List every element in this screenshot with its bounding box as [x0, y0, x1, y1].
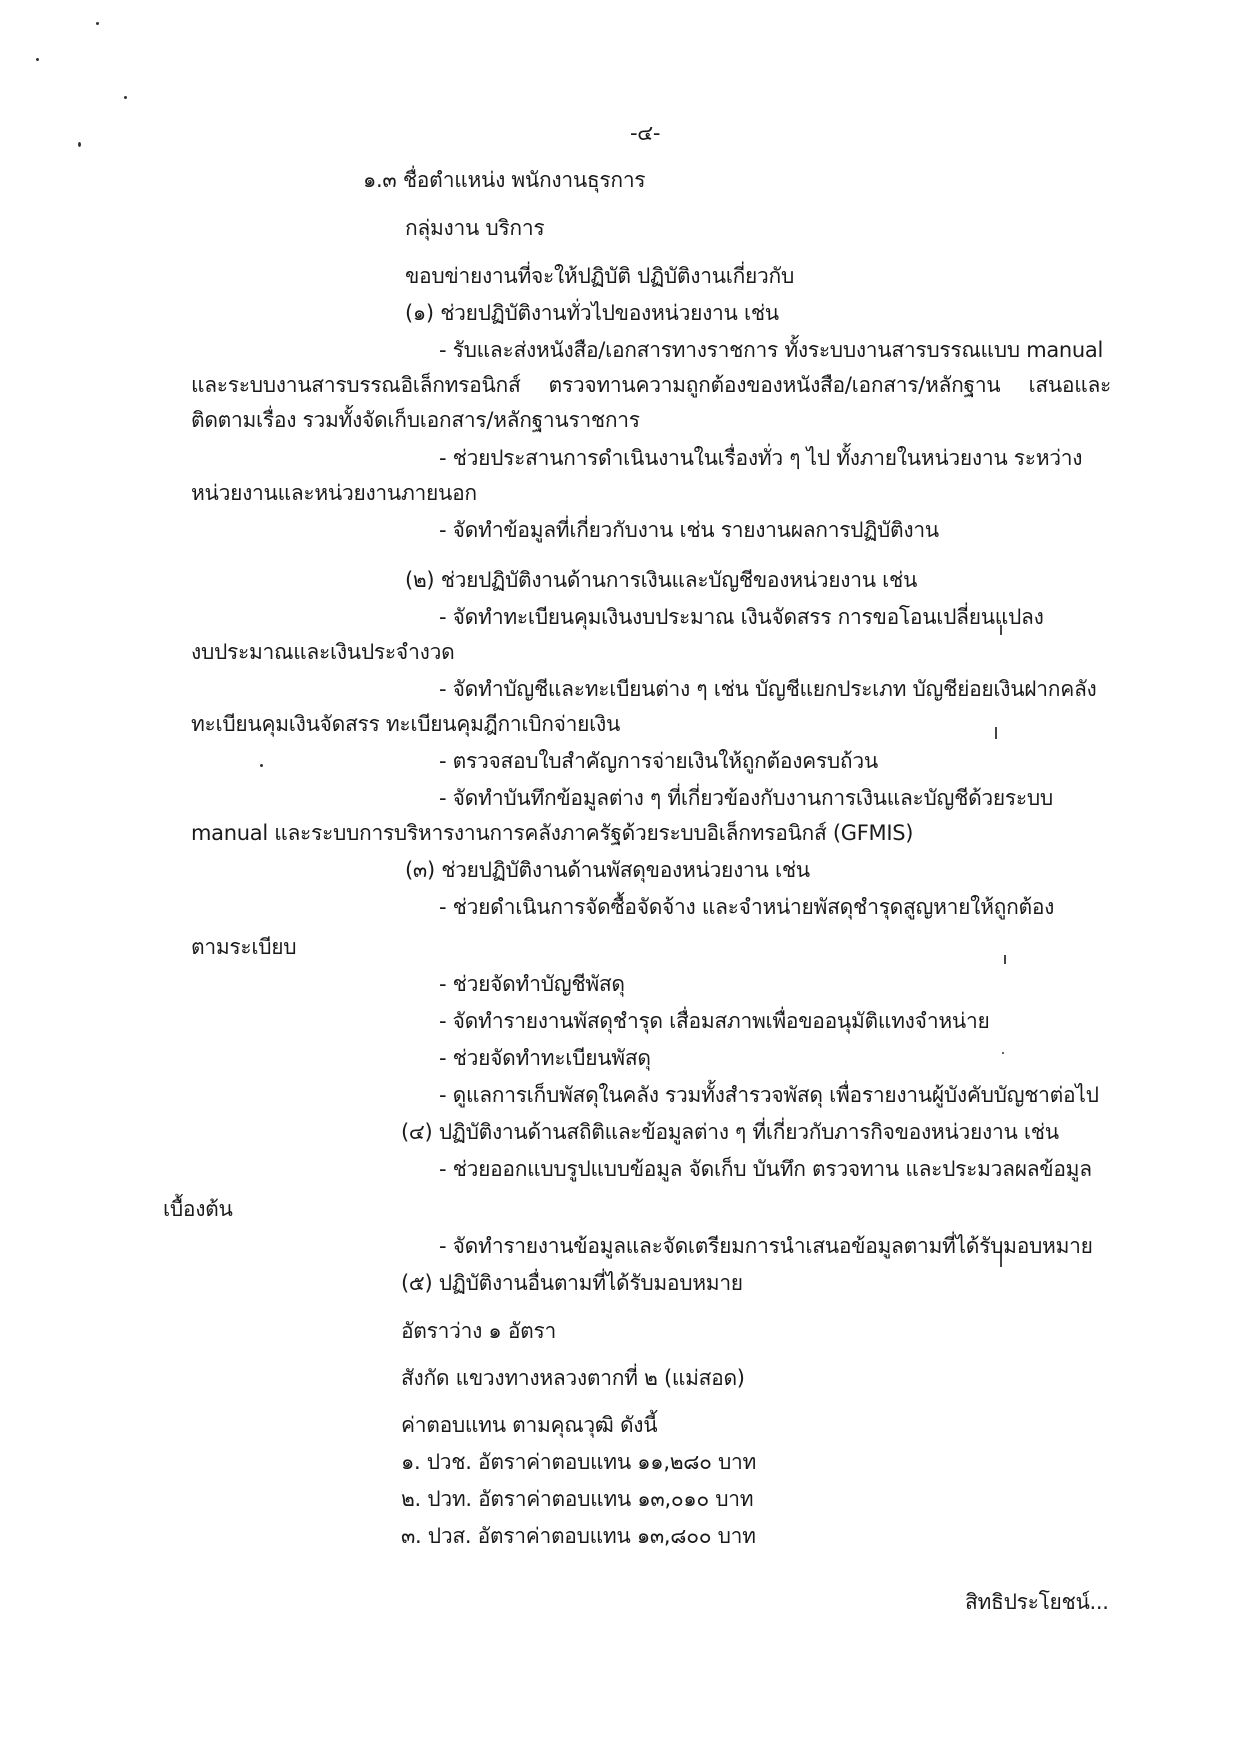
scope-title: ขอบข่ายงานที่จะให้ปฏิบัติ ปฏิบัติงานเกี่ยวกับ	[405, 264, 794, 288]
duty-3-item-a: - ช่วยดำเนินการจัดซื้อจัดจ้าง และจำหน่ายพัสดุชำรุดสูญหายให้ถูกต้อง	[439, 895, 1055, 919]
duty-4-title: (๔) ปฏิบัติงานด้านสถิติและข้อมูลต่าง ๆ ที่เกี่ยวกับภารกิจของหน่วยงาน เช่น	[401, 1120, 1059, 1144]
duty-4-item-a: - ช่วยออกแบบรูปแบบข้อมูล จัดเก็บ บันทึก ตรวจทาน และประมวลผลข้อมูล	[439, 1157, 1092, 1181]
duty-1-item-a-cont: และระบบงานสารบรรณอิเล็กทรอนิกส์ ตรวจทานความถูกต้องของหนังสือ/เอกสาร/หลักฐาน เสนอและ	[191, 373, 1111, 397]
scan-speck	[96, 22, 99, 25]
duty-2-item-a-cont: งบประมาณและเงินประจำงวด	[191, 640, 455, 664]
duty-2-item-a: - จัดทำทะเบียนคุมเงินงบประมาณ เงินจัดสรร การขอโอนเปลี่ยนแปลง	[439, 605, 1044, 629]
page-number: -๔-	[630, 121, 661, 145]
duty-2-item-d: - จัดทำบันทึกข้อมูลต่าง ๆ ที่เกี่ยวข้องกับงานการเงินและบัญชีด้วยระบบ	[439, 786, 1053, 810]
duty-3-item-b: - ช่วยจัดทำบัญชีพัสดุ	[439, 972, 625, 996]
affiliation: สังกัด แขวงทางหลวงตากที่ ๒ (แม่สอด)	[401, 1366, 745, 1390]
duty-2-item-c: - ตรวจสอบใบสำคัญการจ่ายเงินให้ถูกต้องครบถ้วน	[439, 749, 878, 773]
duty-1-item-c: - จัดทำข้อมูลที่เกี่ยวกับงาน เช่น รายงานผลการปฏิบัติงาน	[439, 518, 939, 542]
duty-2-item-d-cont: manual และระบบการบริหารงานการคลังภาครัฐด้วยระบบอิเล็กทรอนิกส์ (GFMIS)	[191, 821, 914, 845]
compensation-title: ค่าตอบแทน ตามคุณวุฒิ ดังนี้	[401, 1413, 658, 1437]
scan-mark	[995, 727, 997, 739]
scan-speck	[78, 142, 81, 147]
duty-3-title: (๓) ช่วยปฏิบัติงานด้านพัสดุของหน่วยงาน เช่น	[405, 858, 810, 882]
scan-mark	[1004, 955, 1006, 964]
compensation-item: ๓. ปวส. อัตราค่าตอบแทน ๑๓,๘๐๐ บาท	[401, 1524, 756, 1548]
duty-2-item-b: - จัดทำบัญชีและทะเบียนต่าง ๆ เช่น บัญชีแยกประเภท บัญชีย่อยเงินฝากคลัง	[439, 677, 1097, 701]
duty-5-title: (๕) ปฏิบัติงานอื่นตามที่ได้รับมอบหมาย	[401, 1271, 743, 1295]
duty-3-item-a-cont: ตามระเบียบ	[191, 935, 297, 959]
duty-1-item-b: - ช่วยประสานการดำเนินงานในเรื่องทั่ว ๆ ไป ทั้งภายในหน่วยงาน ระหว่าง	[439, 446, 1083, 470]
duty-1-item-a: - รับและส่งหนังสือ/เอกสารทางราชการ ทั้งระบบงานสารบรรณแบบ manual	[439, 338, 1104, 362]
compensation-item: ๑. ปวช. อัตราค่าตอบแทน ๑๑,๒๘๐ บาท	[401, 1450, 757, 1474]
duty-2-title: (๒) ช่วยปฏิบัติงานด้านการเงินและบัญชีของหน่วยงาน เช่น	[405, 568, 918, 592]
duty-3-item-e: - ดูแลการเก็บพัสดุในคลัง รวมทั้งสำรวจพัสดุ เพื่อรายงานผู้บังคับบัญชาต่อไป	[439, 1083, 1099, 1107]
work-group: กลุ่มงาน บริการ	[405, 216, 545, 240]
scan-speck	[124, 96, 127, 99]
duty-2-item-b-cont: ทะเบียนคุมเงินจัดสรร ทะเบียนคุมฎีกาเบิกจ่ายเงิน	[191, 712, 621, 736]
compensation-item: ๒. ปวท. อัตราค่าตอบแทน ๑๓,๐๑๐ บาท	[401, 1487, 754, 1511]
duty-1-item-a-cont: ติดตามเรื่อง รวมทั้งจัดเก็บเอกสาร/หลักฐานราชการ	[191, 408, 640, 432]
duty-3-item-c: - จัดทำรายงานพัสดุชำรุด เสื่อมสภาพเพื่อขออนุมัติแทงจำหน่าย	[439, 1009, 990, 1033]
position-heading: ๑.๓ ชื่อตำแหน่ง พนักงานธุรการ	[363, 168, 646, 192]
scan-speck	[36, 58, 39, 61]
duty-4-item-a-cont: เบื้องต้น	[163, 1197, 233, 1221]
duty-1-title: (๑) ช่วยปฏิบัติงานทั่วไปของหน่วยงาน เช่น	[405, 301, 779, 325]
scan-speck	[260, 764, 263, 767]
duty-4-item-b: - จัดทำรายงานข้อมูลและจัดเตรียมการนำเสนอข้อมูลตามที่ได้รับมอบหมาย	[439, 1234, 1093, 1258]
scan-speck	[1002, 1052, 1004, 1054]
duty-1-item-b-cont: หน่วยงานและหน่วยงานภายนอก	[191, 481, 477, 505]
continuation-marker: สิทธิประโยชน์...	[965, 1590, 1109, 1614]
duty-3-item-d: - ช่วยจัดทำทะเบียนพัสดุ	[439, 1046, 651, 1070]
vacancy-count: อัตราว่าง ๑ อัตรา	[401, 1319, 556, 1343]
